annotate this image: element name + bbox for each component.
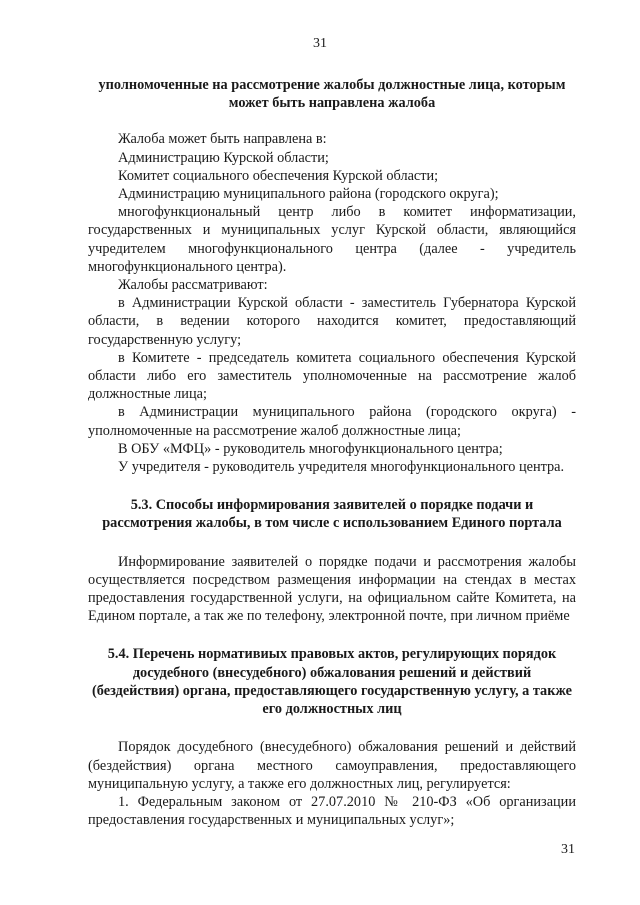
list-item: Жалобы рассматривают:: [118, 277, 268, 294]
list-item: многофункциональный центр либо в комитет информатизации, государственных и муниципальных услуг Курской области, являющийся учредителем многофункционального центра (далее - учредитель многофункционального центра).: [88, 204, 576, 275]
list-item: Жалоба может быть направлена в:: [118, 131, 327, 148]
page-content: [88, 76, 576, 829]
heading-section-5-4: 5.4. Перечень нормативиых правовых актов, регулирующих порядок досудебного (внесудебного) обжалования решений и действий (бездействия) органа, предоставляющего государственную услугу, а также его должностных лиц: [92, 646, 572, 718]
list-item: У учредителя - руководитель учредителя многофункционального центра.: [118, 459, 565, 476]
page-number-top: 31: [313, 36, 327, 51]
paragraph-5-4-item-1: 1. Федеральным законом от 27.07.2010 № 210-ФЗ «Об организации предоставления государственных и муниципальных услуг»;: [88, 793, 576, 829]
list-item: Комитет социального обеспечения Курской области;: [118, 167, 439, 184]
heading-responsible-persons: уполномоченные на рассмотрение жалобы должностные лица, которым может быть направлена жалоба: [98, 77, 566, 112]
list-item: в Администрации Курской области - заместитель Губернатора Курской области, в ведении которого находится комитет, предоставляющий государственную услугу;: [88, 295, 576, 348]
list-item: Администрацию муниципального района (городского округа);: [118, 186, 499, 203]
list-item: В ОБУ «МФЦ» - руководитель многофункционального центра;: [118, 440, 503, 457]
page-number-bottom: 31: [561, 842, 575, 857]
list-item: в Администрации муниципального района (городского округа) - уполномоченные на рассмотрение жалоб должностные лица;: [88, 404, 576, 439]
list-item: в Комитете - председатель комитета социального обеспечения Курской области либо его заместитель уполномоченные на рассмотрение жалоб должностные лица;: [88, 349, 576, 403]
paragraph-5-3: Информирование заявителей о порядке подачи и рассмотрения жалобы осуществляется посредством размещения информации на стендах в местах предоставления государственной услуги, на официальном сайте Комитета, на Едином портале, а так же по телефону, электронной почте, при личном приёме: [88, 553, 576, 625]
list-item: Администрацию Курской области;: [118, 149, 329, 166]
heading-section-5-3: 5.3. Способы информирования заявителей о порядке подачи и рассмотрения жалобы, в том числе с использованием Единого портала: [102, 497, 562, 532]
paragraph-5-4-intro: Порядок досудебного (внесудебного) обжалования решений и действий (бездействия) органа местного самоуправления, предоставляющего муниципальную услугу, а также его должностных лиц, регулируется:: [88, 739, 576, 792]
